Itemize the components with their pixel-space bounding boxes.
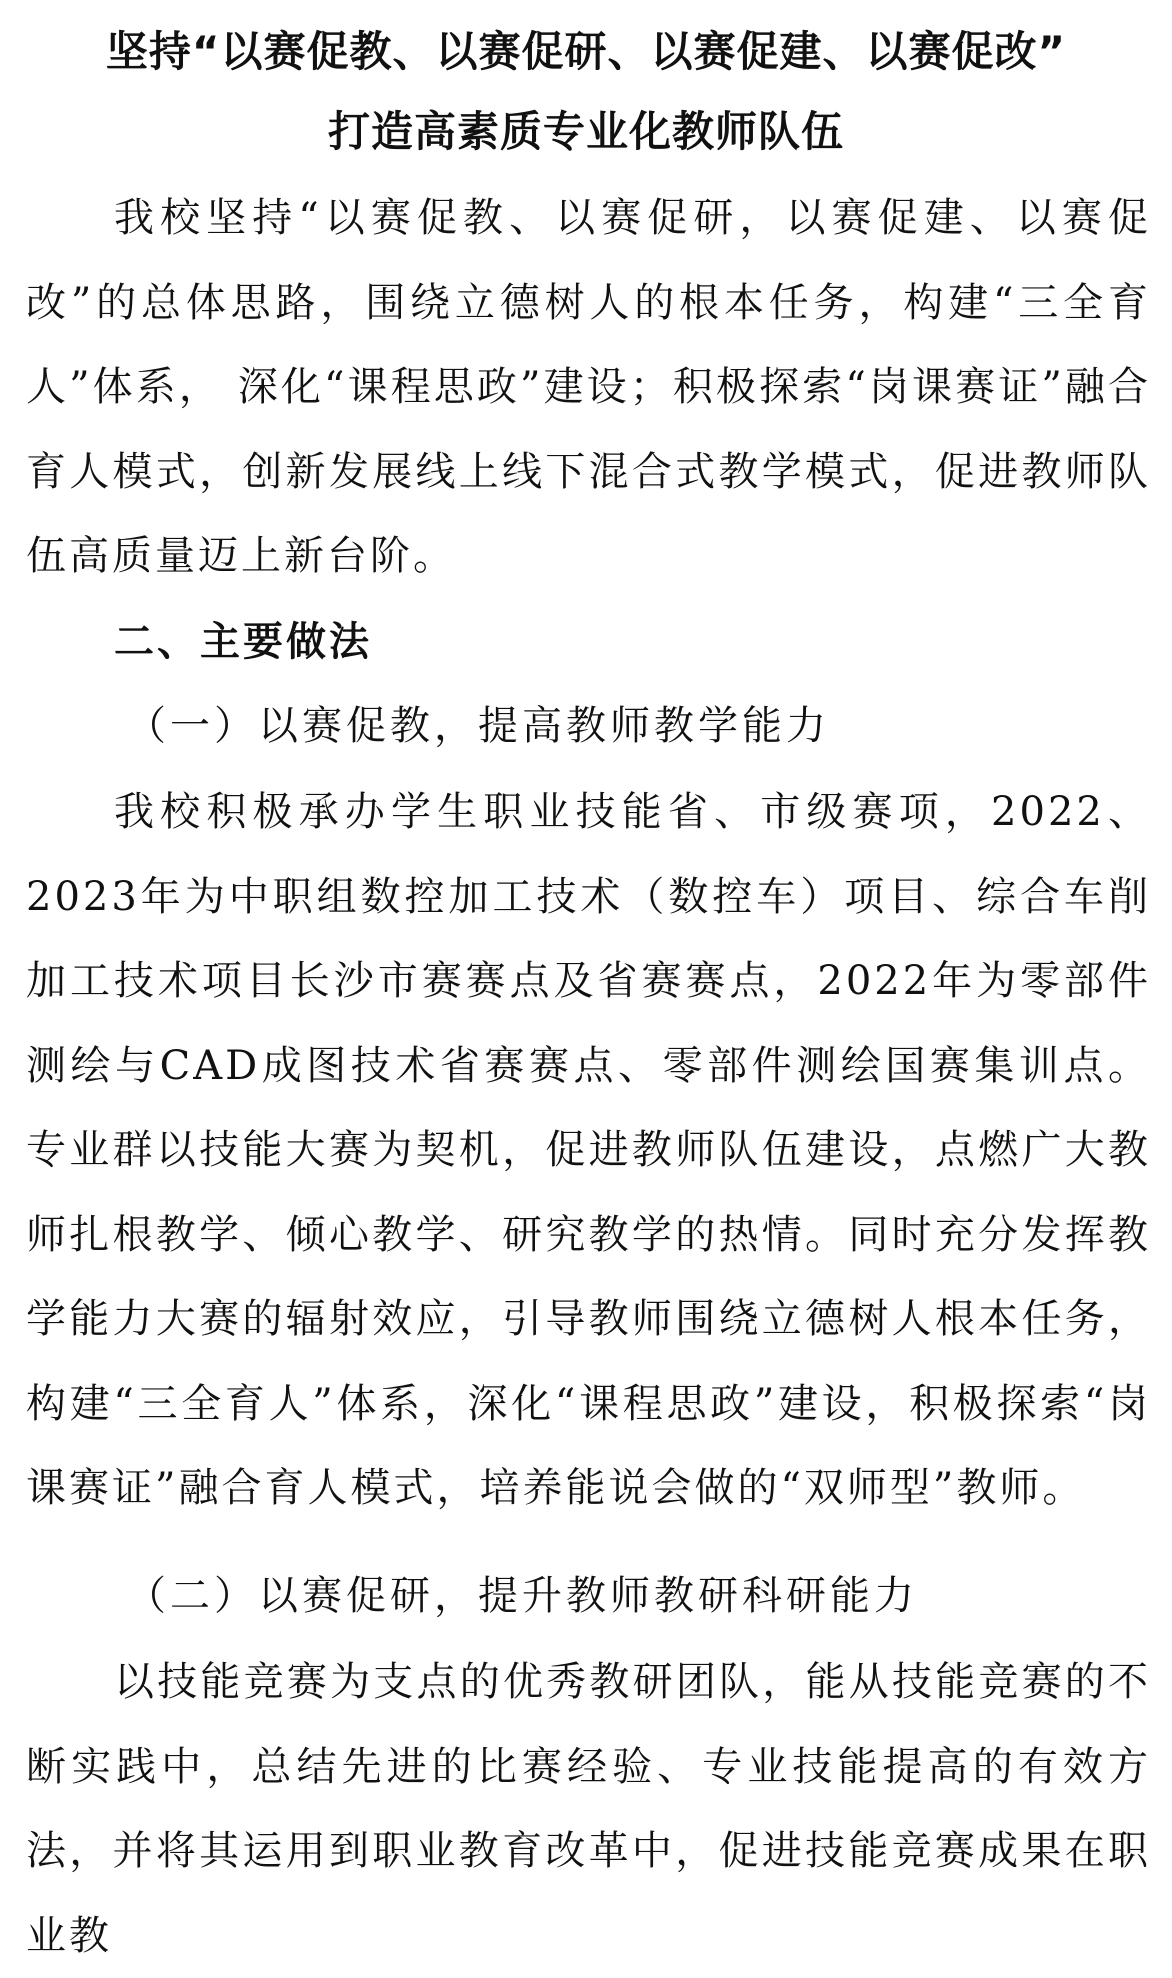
subsection1-paragraph: 我校积极承办学生职业技能省、市级赛项，2022、2023年为中职组数控加工技术（数控车）项目、综合车削加工技术项目长沙市赛赛点及省赛赛点，2022年为零部件测绘与CAD成图技术省赛赛点、零部件测绘国赛集训点。专业群以技能大赛为契机，促进教师队伍建设，点燃广大教师扎根教学、倾心教学、研究教学的热情。同时充分发挥教学能力大赛的辐射效应，引导教师围绕立德树人根本任务，构建“三全育人”体系，深化“课程思政”建设，积极探索“岗课赛证”融合育人模式，培养能说会做的“双师型”教师。 [26,789,1151,1511]
subsection2-heading: （二）以赛促研，提升教师教研科研能力 [126,1573,918,1619]
section-heading: 二、主要做法 [114,619,372,665]
document-title-line2: 打造高素质专业化教师队伍 [327,107,844,156]
subsection2-paragraph: 以技能竞赛为支点的优秀教研团队，能从技能竞赛的不断实践中，总结先进的比赛经验、专业技能提高的有效方法，并将其运用到职业教育改革中，促进技能竞赛成果在职业教 [26,1659,1151,1959]
subsection1-heading: （一）以赛促教，提高教师教学能力 [126,703,830,749]
intro-paragraph: 我校坚持“以赛促教、以赛促研，以赛促建、以赛促改”的总体思路，围绕立德树人的根本任务，构建“三全育人”体系， 深化“课程思政”建设；积极探索“岗课赛证”融合育人模式，创新发展线上线下混合式教学模式，促进教师队伍高质量迈上新台阶。 [26,195,1151,579]
document-title-line1: 坚持“以赛促教、以赛促研、以赛促建、以赛促改” [105,27,1067,76]
